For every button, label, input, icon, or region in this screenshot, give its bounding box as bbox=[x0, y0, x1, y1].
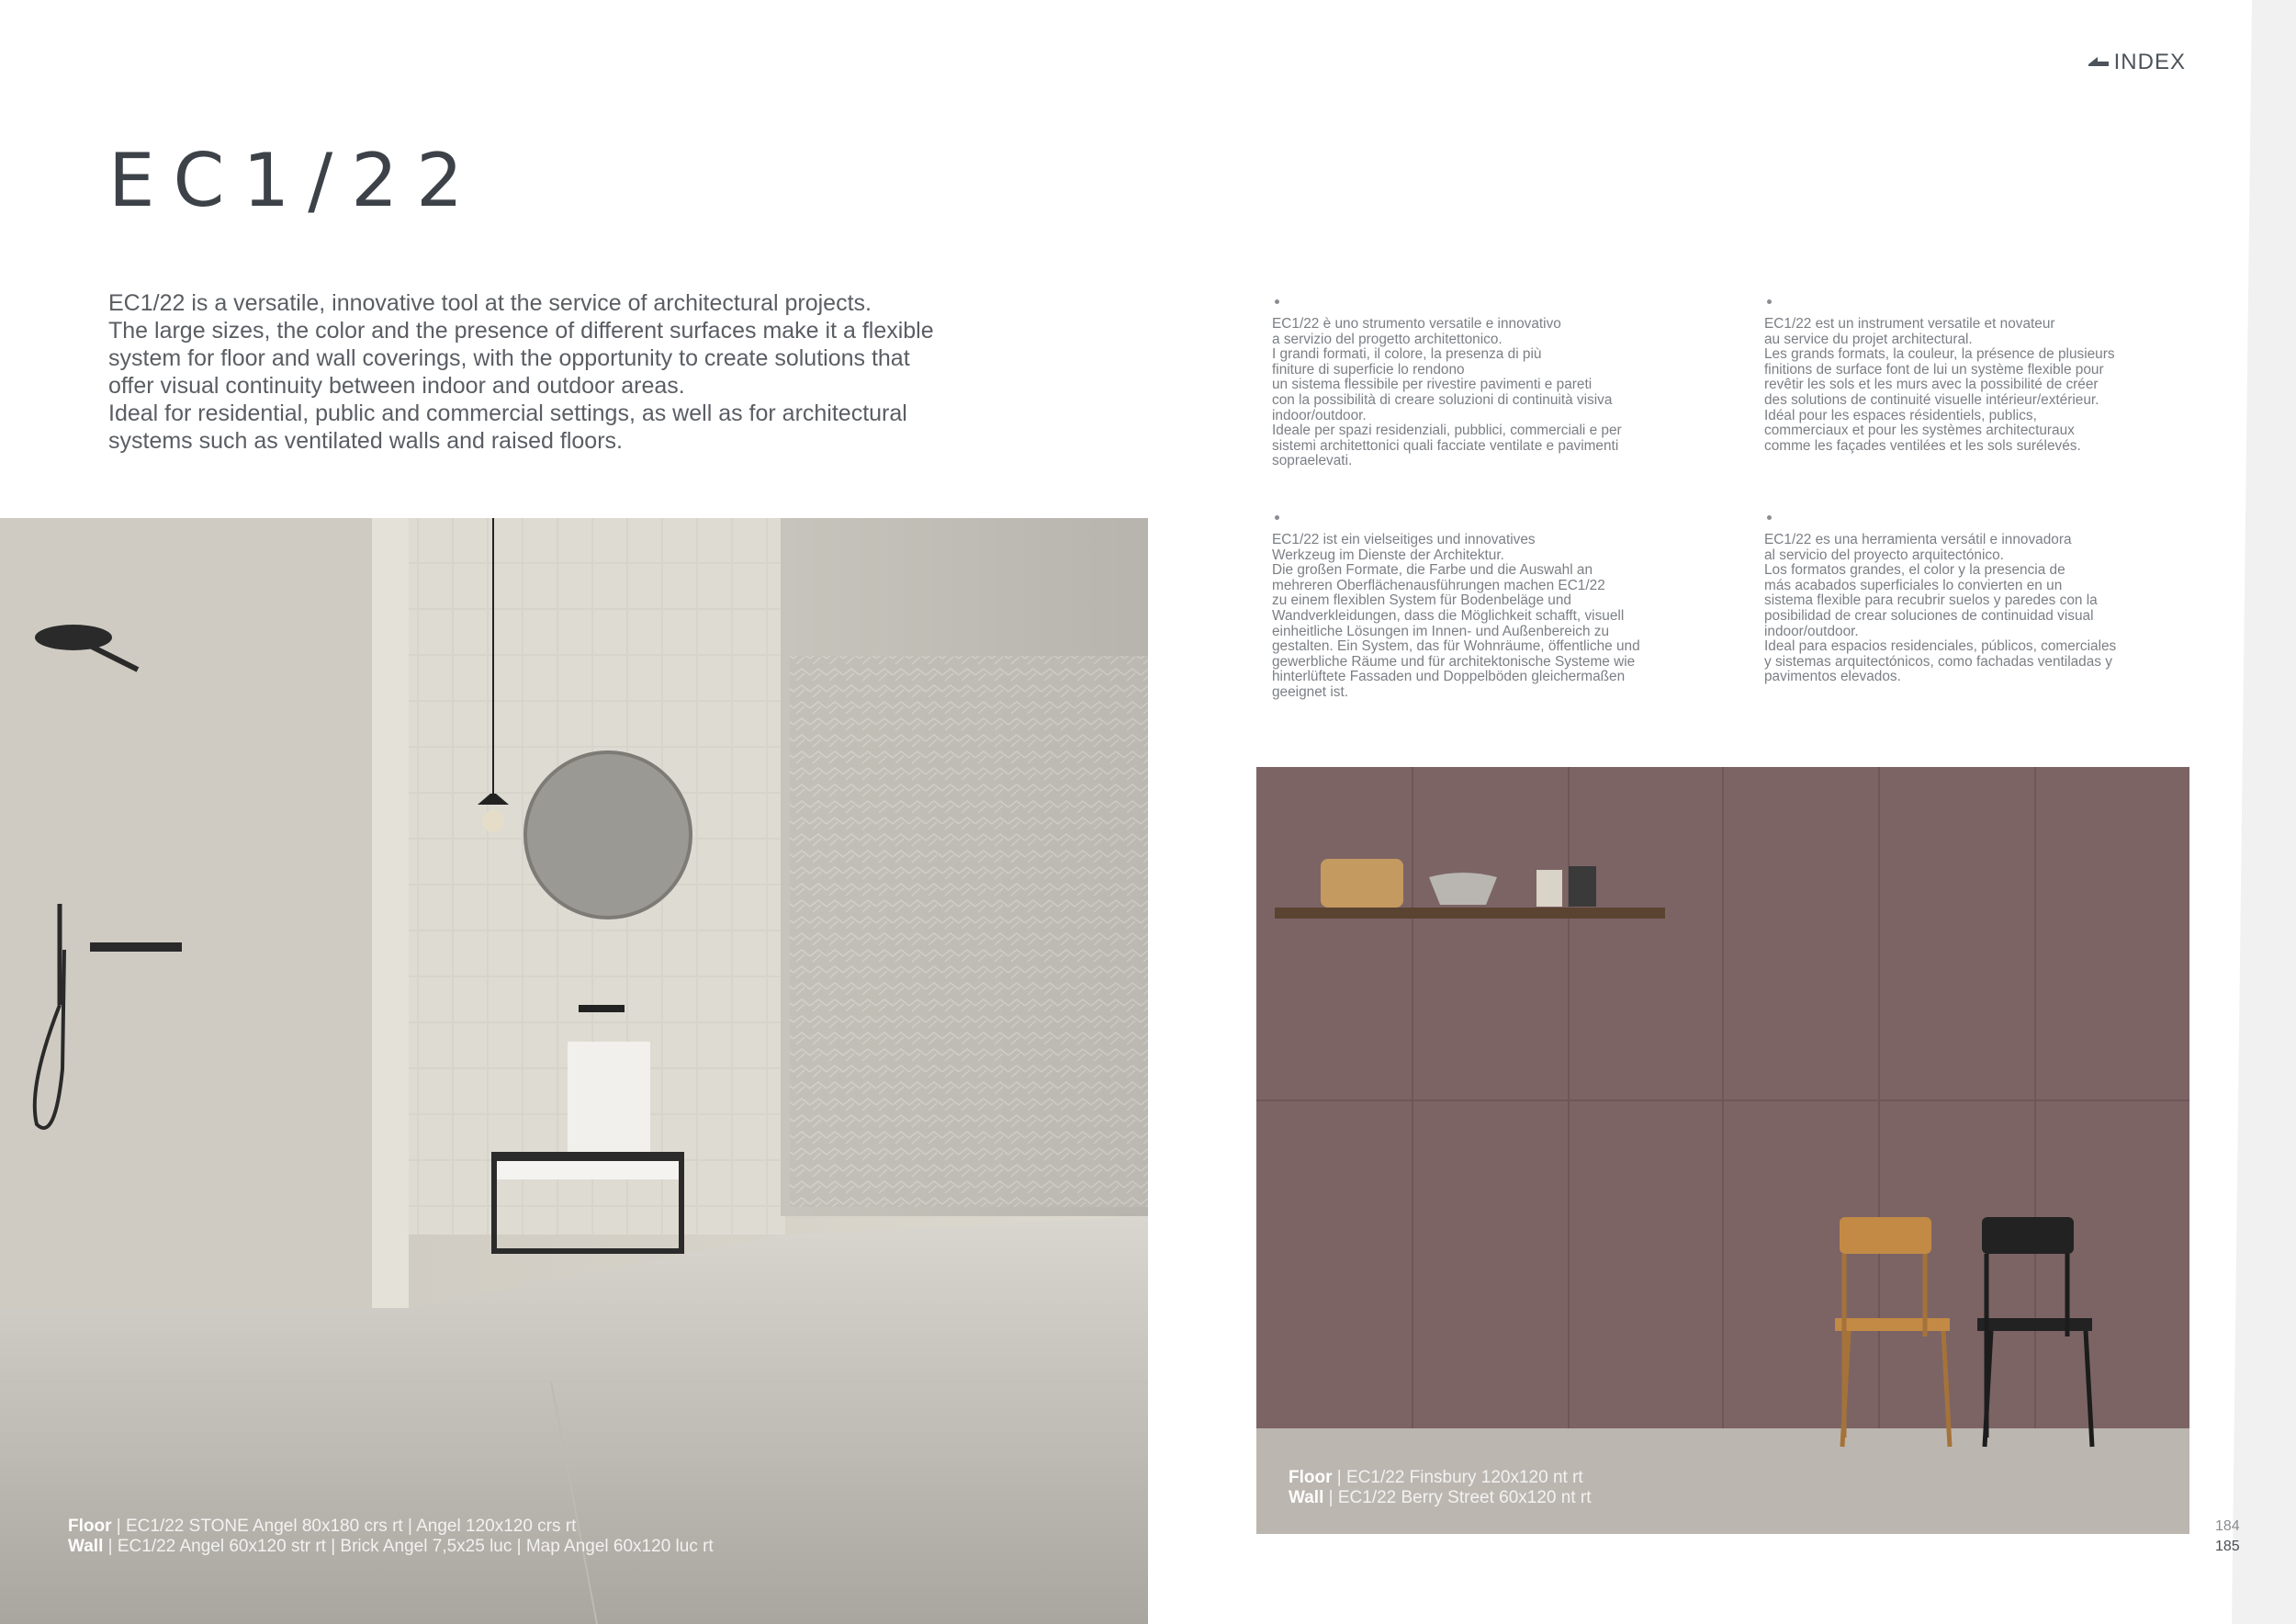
bathroom-illustration bbox=[0, 518, 1148, 1624]
page-edge bbox=[2232, 0, 2296, 1624]
translation-line: mehreren Oberflächenausführungen machen EC1/22 bbox=[1272, 577, 1605, 593]
page-number-left: 184 bbox=[2215, 1518, 2240, 1534]
translation-line: Les grands formats, la couleur, la présence de plusieurs bbox=[1764, 346, 2115, 363]
page-number-right: 185 bbox=[2215, 1539, 2240, 1554]
bathroom-photo bbox=[0, 518, 1148, 1624]
translation-line: Werkzeug im Dienste der Architektur. bbox=[1272, 547, 1504, 563]
translation-line: con la possibilità di creare soluzioni di continuità visiva bbox=[1272, 391, 1613, 408]
caption-floor-line bbox=[1289, 1468, 1592, 1488]
caption-wall-line bbox=[68, 1537, 714, 1557]
translation-line: revêtir les sols et les murs avec la possibilité de créer bbox=[1764, 377, 2099, 393]
intro-line: The large sizes, the color and the presence of different surfaces make it a flexible bbox=[108, 318, 934, 344]
intro-line: EC1/22 is a versatile, innovative tool at the service of architectural projects. bbox=[108, 290, 872, 316]
caption-floor-text: | EC1/22 STONE Angel 80x180 crs rt | Angel 120x120 crs rt bbox=[111, 1517, 577, 1536]
translation-german bbox=[1272, 515, 1713, 701]
translation-spanish bbox=[1764, 515, 2205, 685]
translation-line: sistemi architettonici quali facciate ventilate e pavimenti bbox=[1272, 437, 1619, 454]
bullet bbox=[1767, 515, 1772, 520]
chairs-illustration bbox=[1256, 767, 2189, 1534]
translation-line: gestalten. Ein System, das für Wohnräume, öffentliche und bbox=[1272, 638, 1640, 655]
intro-line: systems such as ventilated walls and raised floors. bbox=[108, 428, 623, 454]
intro-line: offer visual continuity between indoor and outdoor areas. bbox=[108, 373, 685, 399]
translation-line: des solutions de continuité visuelle intérieur/extérieur. bbox=[1764, 391, 2099, 408]
caption-floor-label: Floor bbox=[1289, 1468, 1333, 1487]
translation-line: EC1/22 est un instrument versatile et novateur bbox=[1764, 316, 2055, 332]
translation-line: Ideale per spazi residenziali, pubblici, commerciali e per bbox=[1272, 423, 1622, 439]
caption-wall-text: | EC1/22 Angel 60x120 str rt | Brick Angel 7,5x25 luc | Map Angel 60x120 luc rt bbox=[103, 1537, 714, 1556]
translation-line: posibilidad de crear soluciones de continuidad visual bbox=[1764, 607, 2094, 624]
caption-wall-line bbox=[1289, 1488, 1592, 1508]
translation-line: geeignet ist. bbox=[1272, 683, 1348, 700]
caption-floor-label: Floor bbox=[68, 1517, 112, 1536]
translation-line: finiture di superficie lo rendono bbox=[1272, 361, 1465, 378]
translation-line: Die großen Formate, die Farbe und die Auswahl an bbox=[1272, 562, 1593, 579]
translation-line: indoor/outdoor. bbox=[1764, 623, 1859, 639]
caption-wall-text: | EC1/22 Berry Street 60x120 nt rt bbox=[1323, 1488, 1592, 1507]
translation-line: Ideal para espacios residenciales, públicos, comerciales bbox=[1764, 638, 2117, 655]
translation-line: I grandi formati, il colore, la presenza di più bbox=[1272, 346, 1542, 363]
caption-floor-text: | EC1/22 Finsbury 120x120 nt rt bbox=[1332, 1468, 1583, 1487]
page-numbers bbox=[2215, 1517, 2240, 1557]
translation-line: finitions de surface font de lui un système flexible pour bbox=[1764, 361, 2104, 378]
intro-text bbox=[108, 289, 1036, 455]
translation-italian bbox=[1272, 299, 1713, 469]
translation-line: más acabados superficiales lo convierten en un bbox=[1764, 577, 2063, 593]
translation-line: comme les façades ventilées et les sols surélevés. bbox=[1764, 437, 2081, 454]
translation-line: Idéal pour les espaces résidentiels, publics, bbox=[1764, 407, 2037, 423]
caption-floor-line bbox=[68, 1517, 714, 1537]
translation-line: einheitliche Lösungen im Innen- und Außenbereich zu bbox=[1272, 623, 1610, 639]
translation-line: sopraelevati. bbox=[1272, 453, 1353, 469]
right-photo-caption bbox=[1289, 1468, 1592, 1508]
index-label: INDEX bbox=[2113, 50, 2186, 74]
translation-line: indoor/outdoor. bbox=[1272, 407, 1367, 423]
intro-line: system for floor and wall coverings, with the opportunity to create solutions that bbox=[108, 345, 910, 371]
translation-line: EC1/22 ist ein vielseitiges und innovatives bbox=[1272, 532, 1536, 547]
translation-line: Wandverkleidungen, dass die Möglichkeit schafft, visuell bbox=[1272, 607, 1625, 624]
translation-french bbox=[1764, 299, 2205, 454]
index-arrow-icon bbox=[2087, 53, 2110, 72]
translation-line: EC1/22 è uno strumento versatile e innovativo bbox=[1272, 316, 1561, 332]
translation-line: y sistemas arquitectónicos, como fachadas ventiladas y bbox=[1764, 653, 2112, 670]
translation-line: un sistema flessibile per rivestire pavimenti e pareti bbox=[1272, 377, 1593, 393]
translation-line: a servizio del progetto architettonico. bbox=[1272, 331, 1503, 347]
translation-line: hinterlüftete Fassaden und Doppelböden gleichermaßen bbox=[1272, 669, 1626, 685]
translation-line: commerciaux et pour les systèmes architecturaux bbox=[1764, 423, 2075, 439]
translation-line: al servicio del proyecto arquitectónico. bbox=[1764, 547, 2004, 563]
translation-line: EC1/22 es una herramienta versátil e innovadora bbox=[1764, 532, 2072, 547]
bullet bbox=[1275, 515, 1279, 520]
caption-wall-label: Wall bbox=[68, 1537, 104, 1556]
translation-line: au service du projet architectural. bbox=[1764, 331, 1973, 347]
intro-line: Ideal for residential, public and commercial settings, as well as for architectural bbox=[108, 400, 907, 426]
bullet bbox=[1767, 299, 1772, 304]
translation-line: zu einem flexiblen System für Bodenbeläge und bbox=[1272, 592, 1571, 609]
left-photo-caption bbox=[68, 1517, 714, 1557]
translation-line: gewerbliche Räume und für architektonische Systeme wie bbox=[1272, 653, 1636, 670]
bullet bbox=[1275, 299, 1279, 304]
translation-line: Los formatos grandes, el color y la presencia de bbox=[1764, 562, 2065, 579]
index-link[interactable] bbox=[2087, 50, 2186, 75]
translation-line: sistema flexible para recubrir suelos y paredes con la bbox=[1764, 592, 2098, 609]
chairs-photo bbox=[1256, 767, 2189, 1534]
page-title: EC1/22 bbox=[108, 138, 482, 223]
translation-line: pavimentos elevados. bbox=[1764, 669, 1901, 685]
caption-wall-label: Wall bbox=[1289, 1488, 1324, 1507]
